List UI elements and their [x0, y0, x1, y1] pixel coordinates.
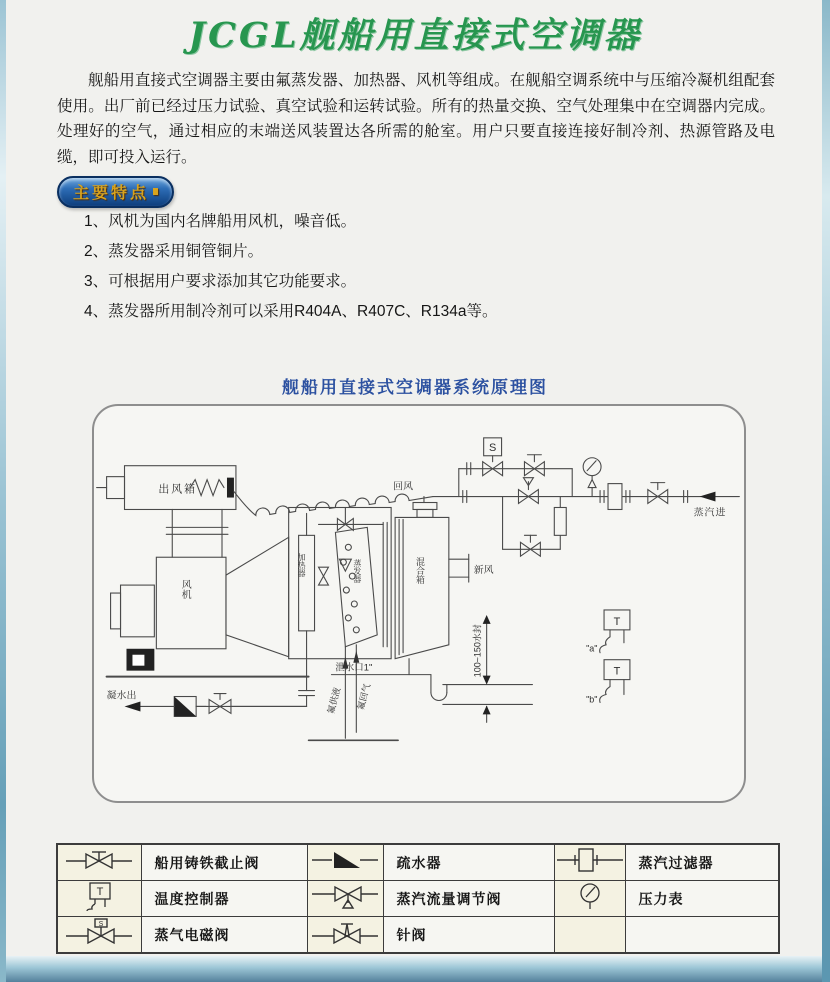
diagram-title: 舰船用直接式空调器系统原理图 [282, 378, 548, 397]
needle-valve-symbol [307, 917, 383, 954]
schematic-svg [94, 408, 742, 798]
page-title: JCGL舰船用直接式空调器 [188, 15, 642, 56]
water-seal-dimension-label: 100~150水封 [472, 624, 483, 678]
outlet-box-label: 出风箱 [158, 483, 198, 496]
return-air-label: 回风 [393, 481, 414, 493]
legend-row [57, 881, 779, 917]
lead-b-label: "b" [586, 694, 598, 705]
steam-stop-valve [648, 483, 716, 504]
legend-name: 蒸汽流量调节阀 [383, 881, 554, 917]
system-schematic [92, 404, 746, 803]
legend-name: 蒸汽过滤器 [625, 844, 779, 881]
drain-port-label: 泄水口1" [335, 662, 373, 674]
stop-valve-symbol [57, 844, 141, 881]
steam-filter-symbol [554, 844, 625, 881]
heater-label: 加热器 [297, 553, 307, 578]
steam-in-label: 蒸汽进 [693, 507, 727, 519]
condensate-out-label: 凝水出 [106, 690, 137, 702]
steam-trap-symbol [307, 844, 383, 881]
legend-table [56, 843, 780, 954]
flow-control-valve-group [463, 478, 566, 557]
steam-filter [600, 484, 630, 510]
legend-name: 压力表 [625, 881, 779, 917]
features-list [84, 213, 704, 333]
feature-item: 1、风机为国内名牌船用风机，噪音低。 [84, 213, 357, 230]
condensate-out-line [125, 694, 307, 717]
solenoid-valve-symbol [57, 917, 141, 954]
pressure-gauge [583, 458, 601, 497]
legend-name: 针阀 [383, 917, 554, 954]
features-badge-label: 主要特点 [73, 185, 150, 202]
fresh-air-label: 新风 [473, 565, 494, 577]
solenoid-bypass [459, 438, 572, 497]
feature-item: 4、蒸发器所用制冷剂可以采用R404A、R407C、R134a等。 [84, 303, 498, 320]
temperature-controller-symbol [57, 881, 141, 917]
flow-arrow [125, 701, 141, 711]
svg-text:S: S [98, 921, 104, 928]
legend-row [57, 844, 779, 881]
lead-a-label: "a" [586, 643, 598, 654]
legend-row [57, 917, 779, 954]
legend-name: 温度控制器 [141, 881, 307, 917]
legend-name: 船用铸铁截止阀 [141, 844, 307, 881]
solenoid-tag: S [488, 441, 497, 454]
balance-cylinder [554, 507, 566, 535]
left-edge-strip [0, 0, 6, 982]
right-edge-strip [822, 0, 830, 982]
intro-paragraph: 舰船用直接式空调器主要由氟蒸发器、加热器、风机等组成。在舰船空调系统中与压缩冷凝机组配套使用。出厂前已经过压力试验、真空试验和运转试验。所有的热量交换、空气处理集中在空调器内完成。处理好的空气，通过相应的末端送风装置达各所需的舱室。用户只要直接连接好制冷剂、热源管路及电缆，即可投入运行。 [57, 72, 775, 166]
bottom-teal-band [0, 956, 830, 982]
temp-tag-a: T [613, 615, 621, 628]
feature-item: 2、蒸发器采用铜管铜片。 [84, 243, 264, 260]
features-badge [57, 176, 174, 208]
pipe-with-hops [234, 492, 433, 516]
fan-assembly [107, 509, 309, 676]
schematic-labels [107, 442, 727, 715]
legend-name: 疏水器 [383, 844, 554, 881]
flow-control-valve-symbol [307, 881, 383, 917]
svg-text:T: T [96, 886, 104, 898]
legend-name: 蒸气电磁阀 [141, 917, 307, 954]
pressure-gauge-symbol [554, 881, 625, 917]
evaporator-label: 蒸发器 [352, 559, 362, 584]
fan-label: 风机 [179, 579, 191, 600]
flex-connector [227, 478, 234, 498]
feature-item: 3、可根据用户要求添加其它功能要求。 [84, 273, 357, 290]
gas-return-label: 氟回气 [355, 682, 373, 711]
steam-in-arrow [700, 492, 716, 502]
expansion-valve [319, 567, 329, 576]
empty-cell [625, 917, 779, 954]
liquid-supply-label: 氟供液 [325, 686, 343, 715]
mixing-box [395, 497, 469, 659]
mixing-box-label: 混合箱 [414, 557, 425, 585]
badge-dot [153, 188, 158, 195]
empty-cell [554, 917, 625, 954]
temp-tag-b: T [613, 665, 621, 678]
